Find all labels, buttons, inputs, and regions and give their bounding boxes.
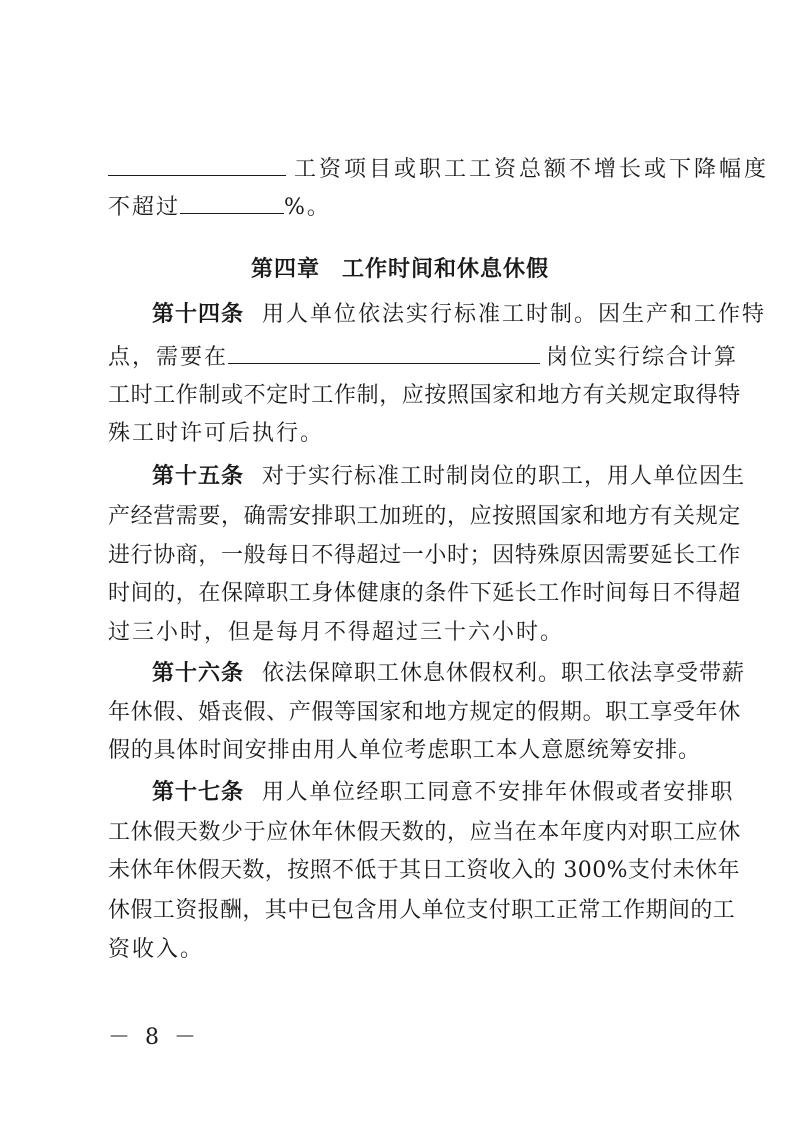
article-text: 点，需要在 xyxy=(108,345,229,370)
blank-underline xyxy=(180,191,284,214)
article-15-line-1 xyxy=(152,462,746,492)
article-14-line-3 xyxy=(108,381,741,411)
article-text: 工时工作制或不定时工作制，应按照国家和地方有关规定取得特 xyxy=(108,383,741,408)
article-text: 年休假、婚丧假、产假等国家和地方规定的假期。职工享受年休 xyxy=(108,700,741,725)
article-text: 依法保障职工休息休假权利。职工依法享受带薪 xyxy=(262,661,746,686)
blank-underline xyxy=(228,341,540,364)
intro-line-2 xyxy=(108,191,700,221)
article-label: 第十五条 xyxy=(152,464,245,489)
article-15-line-2 xyxy=(108,502,741,532)
article-text: 工休假天数少于应休年休假天数的，应当在本年度内对职工应休 xyxy=(108,820,741,845)
article-17-line-4 xyxy=(108,896,736,926)
article-text: 产经营需要，确需安排职工加班的，应按照国家和地方有关规定 xyxy=(108,504,741,529)
article-text: 假的具体时间安排由用人单位考虑职工本人意愿统筹安排。 xyxy=(108,738,701,763)
article-text: 过三小时，但是每月不得超过三十六小时。 xyxy=(108,620,565,645)
article-text: 岗位实行综合计算 xyxy=(546,345,739,370)
article-14-line-1 xyxy=(152,300,767,330)
article-text: 时间的，在保障职工身体健康的条件下延长工作时间每日不得超 xyxy=(108,581,741,606)
article-17-line-2 xyxy=(108,818,741,848)
article-text: 资收入。 xyxy=(108,937,205,962)
article-text: 用人单位依法实行标准工时制。因生产和工作特 xyxy=(262,302,767,327)
article-label: 第十六条 xyxy=(152,661,245,686)
article-text: 对于实行标准工时制岗位的职工，用人单位因生 xyxy=(262,464,746,489)
page-number: － 8 － xyxy=(108,1025,200,1050)
chapter-number: 第四章 xyxy=(250,257,320,282)
intro-line-2-prefix: 不超过 xyxy=(108,195,181,220)
article-label: 第十七条 xyxy=(152,780,245,805)
article-15-line-4 xyxy=(108,579,741,609)
article-14-line-2 xyxy=(108,341,739,371)
article-15-line-5 xyxy=(108,618,700,648)
article-16-line-2 xyxy=(108,698,741,728)
article-17-line-1 xyxy=(152,778,735,808)
article-16-line-3 xyxy=(108,736,700,766)
article-17-line-3 xyxy=(108,856,740,886)
article-15-line-3 xyxy=(108,541,741,571)
article-text: 殊工时许可后执行。 xyxy=(108,421,325,446)
intro-line-2-suffix: %。 xyxy=(284,195,331,220)
article-14-line-4 xyxy=(108,419,700,449)
article-label: 第十四条 xyxy=(152,302,245,327)
article-16-line-1 xyxy=(152,659,746,689)
intro-line-1 xyxy=(108,153,770,183)
chapter-heading xyxy=(0,255,800,285)
article-text: 用人单位经职工同意不安排年休假或者安排职 xyxy=(262,780,735,805)
article-17-line-5 xyxy=(108,935,700,965)
blank-underline xyxy=(108,153,286,176)
intro-line-1-text: 工资项目或职工工资总额不增长或下降幅度 xyxy=(294,157,770,182)
article-text: 未休年休假天数，按照不低于其日工资收入的 300%支付未休年 xyxy=(108,858,740,883)
article-text: 进行协商，一般每日不得超过一小时；因特殊原因需要延长工作 xyxy=(108,543,741,568)
chapter-name: 工作时间和休息休假 xyxy=(342,257,550,282)
article-text: 休假工资报酬，其中已包含用人单位支付职工正常工作期间的工 xyxy=(108,898,736,923)
